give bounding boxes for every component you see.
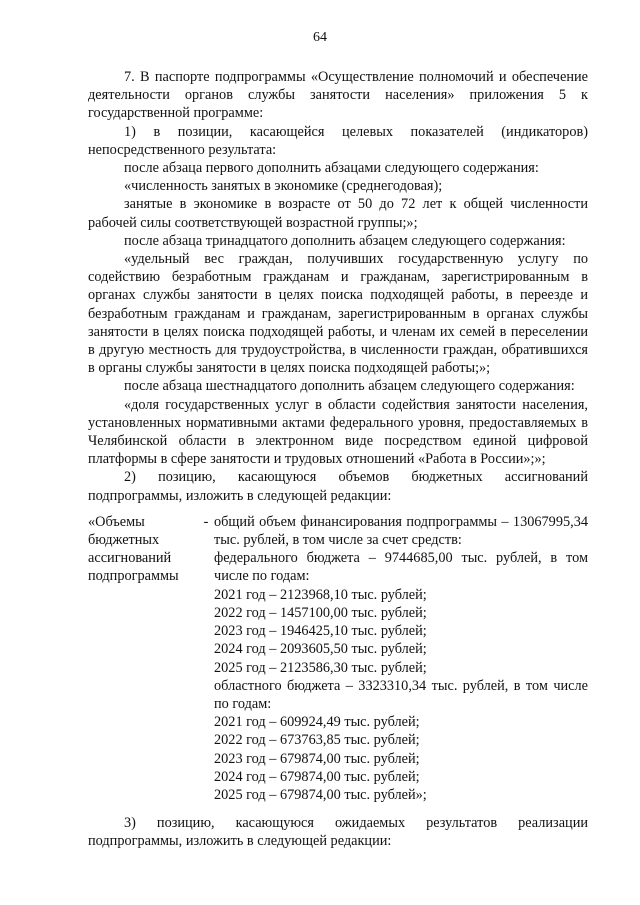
budget-line: 2023 год – 679874,00 тыс. рублей; (214, 750, 420, 767)
budget-line: 2023 год – 1946425,10 тыс. рублей; (214, 623, 427, 640)
budget-line: федерального бюджета – 9744685,00 тыс. рублей, в том числе по годам: (214, 550, 588, 585)
paragraph: после абзаца первого дополнить абзацами следующего содержания: (124, 160, 539, 177)
paragraph: «доля государственных услуг в области содействия занятости населения, установленных нормативными актами федерального уровня, предоставляемых в Челябинской области в электронном виде посредством единой цифровой платформы в сфере занятости и трудовых отношений «Работа в России»;»; (88, 396, 588, 468)
paragraph: после абзаца тринадцатого дополнить абзацем следующего содержания: (124, 232, 566, 249)
budget-line: общий объем финансирования подпрограммы – 13067995,34 тыс. рублей, в том числе за счет средств: (214, 513, 588, 549)
document-body (88, 68, 588, 851)
budget-line: 2024 год – 679874,00 тыс. рублей; (214, 768, 420, 785)
budget-table-values (214, 513, 588, 804)
budget-line: 2024 год – 2093605,50 тыс. рублей; (214, 641, 427, 658)
paragraph: 1) в позиции, касающейся целевых показателей (индикаторов) непосредственного результата: (88, 123, 588, 158)
paragraph: 7. В паспорте подпрограммы «Осуществление полномочий и обеспечение деятельности органов службы занятости населения» приложения 5 к государственной программе: (88, 69, 588, 122)
paragraph: 3) позицию, касающуюся ожидаемых результатов реализации подпрограммы, изложить в следующей редакции: (88, 815, 588, 850)
budget-table-label: «Объемы бюджетных ассигнований подпрограммы (88, 513, 179, 585)
paragraph: «численность занятых в экономике (среднегодовая); (124, 178, 443, 195)
paragraph: «удельный вес граждан, получивших государственную услугу по содействию безработным гражданам и гражданам, зарегистрированным в органах службы занятости в целях поиска подходящей работы, в переезде и безработным гражданам и гражданам, зарегистрированным в органах службы занятости в целях поиска подходящей работы, и членам их семей в переселении в другую местность для трудоустройства, в численности граждан, обратившихся в органы службы занятости в целях поиска подходящей работы;»; (88, 251, 588, 377)
paragraph: занятые в экономике в возрасте от 50 до 72 лет к общей численности рабочей силы соответствующей возрастной группы;»; (88, 196, 588, 231)
paragraph: 2) позицию, касающуюся объемов бюджетных ассигнований подпрограммы, изложить в следующей редакции: (88, 469, 588, 504)
budget-table-dash: - (203, 513, 209, 530)
budget-line: 2021 год – 609924,49 тыс. рублей; (214, 714, 420, 731)
budget-line: 2025 год – 679874,00 тыс. рублей»; (214, 786, 427, 803)
budget-line: 2025 год – 2123586,30 тыс. рублей; (214, 659, 427, 676)
budget-table (88, 513, 588, 804)
budget-line: 2022 год – 673763,85 тыс. рублей; (214, 732, 420, 749)
page-number: 64 (313, 30, 327, 45)
budget-line: 2021 год – 2123968,10 тыс. рублей; (214, 586, 427, 603)
budget-line: областного бюджета – 3323310,34 тыс. рублей, в том числе по годам: (214, 677, 588, 712)
paragraph: после абзаца шестнадцатого дополнить абзацем следующего содержания: (124, 378, 575, 395)
budget-line: 2022 год – 1457100,00 тыс. рублей; (214, 604, 427, 621)
